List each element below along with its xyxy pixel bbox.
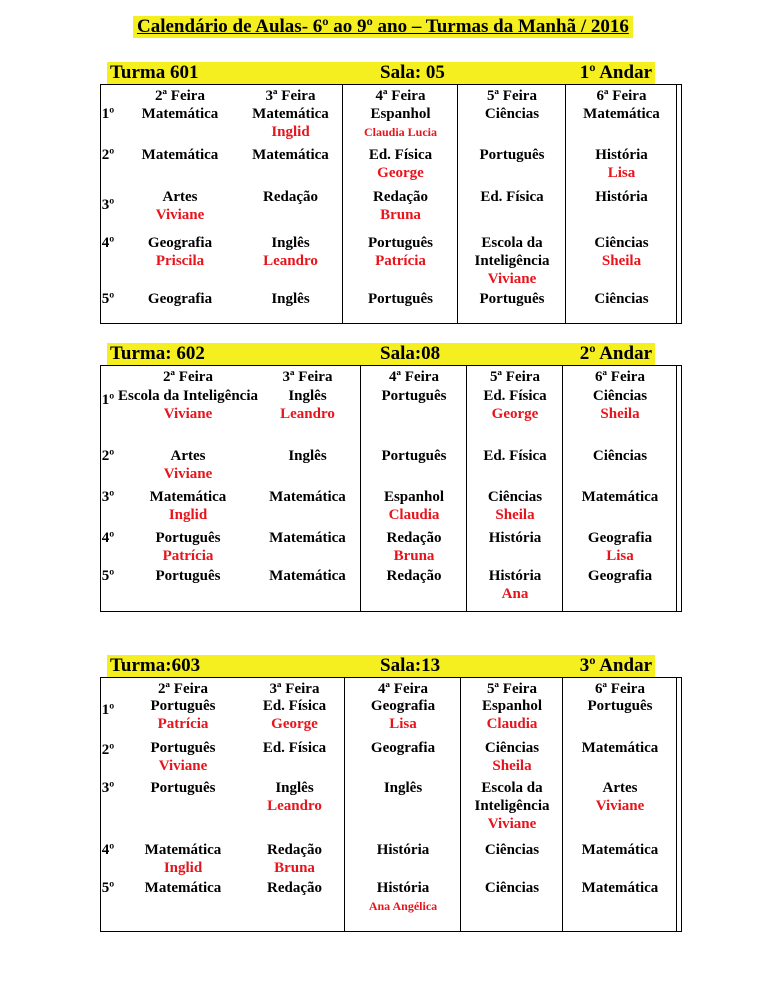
subject: Matemática <box>141 147 219 163</box>
period-label: 5º <box>101 291 115 307</box>
schedule-cell <box>347 188 454 224</box>
schedule-cell <box>118 529 258 565</box>
subject: Ciências <box>594 291 649 307</box>
day-header: 5ª Feira <box>490 369 540 385</box>
period-label: 4º <box>101 842 115 858</box>
teacher-name: Claudia <box>486 716 538 732</box>
subject: Escola da Inteligência <box>118 388 259 404</box>
subject: História <box>376 880 430 896</box>
subject: Inglês <box>271 291 310 307</box>
subject: Matemática <box>141 106 219 122</box>
subject: Inglês <box>288 448 327 464</box>
schedule-cell <box>567 447 673 465</box>
period-label: 2º <box>101 448 115 464</box>
day-header: 4ª Feira <box>389 369 439 385</box>
schedule-cell <box>567 739 673 757</box>
subject: Matemática <box>149 489 227 505</box>
period-label: 3º <box>101 197 115 213</box>
schedule-cell <box>462 105 562 123</box>
subject: Português <box>150 740 216 756</box>
subject: Ciências <box>484 740 540 756</box>
schedule-cell <box>258 567 357 585</box>
subject: Redação <box>263 189 318 205</box>
subject: Matemática <box>581 489 659 505</box>
teacher-name: Viviane <box>163 406 213 422</box>
subject: História <box>595 147 648 163</box>
column-divider <box>565 85 566 323</box>
schedule-cell <box>365 567 463 585</box>
schedule-cell <box>570 234 673 270</box>
teacher-name: Bruna <box>393 548 435 564</box>
schedule-cell <box>118 488 258 524</box>
teacher-name: Leandro <box>263 253 318 269</box>
teacher-name: Lisa <box>389 716 417 732</box>
schedule-cell <box>462 146 562 164</box>
subject: História <box>595 189 648 205</box>
subject: História <box>488 568 542 584</box>
schedule-table <box>100 677 682 932</box>
schedule-cell <box>365 447 463 465</box>
subject: Artes <box>162 189 198 205</box>
schedule-cell <box>349 697 457 733</box>
schedule-cell <box>248 779 341 815</box>
teacher-name: George <box>491 406 539 422</box>
schedule-cell <box>465 739 559 775</box>
teacher-name: George <box>271 716 318 732</box>
subject: Português <box>155 568 221 584</box>
teacher-name: Viviane <box>158 758 208 774</box>
schedule-cell <box>248 879 341 897</box>
schedule-cell <box>242 290 339 308</box>
teacher-name: Inglid <box>168 507 208 523</box>
schedule-cell <box>570 290 673 308</box>
teacher-name: Patrícia <box>162 548 214 564</box>
teacher-name: Bruna <box>274 860 315 876</box>
subject: Redação <box>267 842 322 858</box>
schedule-cell <box>242 105 339 141</box>
schedule-cell <box>258 488 357 506</box>
class-andar: 3º Andar <box>579 655 652 676</box>
column-divider <box>562 366 563 611</box>
schedule-cell <box>365 488 463 524</box>
subject: Ciências <box>484 106 540 122</box>
schedule-cell <box>349 841 457 859</box>
teacher-name: Claudia <box>388 507 440 523</box>
subject: Ciências <box>592 388 648 404</box>
subject: Ed. Física <box>483 388 547 404</box>
schedule-cell <box>118 234 242 270</box>
subject: Matemática <box>144 842 222 858</box>
class-sala: Sala: 05 <box>380 62 445 83</box>
subject: Geografia <box>147 291 213 307</box>
schedule-cell <box>347 105 454 141</box>
subject: Ciências <box>484 880 540 896</box>
schedule-cell <box>347 234 454 270</box>
subject: Português <box>368 235 433 251</box>
column-divider <box>342 85 343 323</box>
subject: Espanhol <box>383 489 445 505</box>
subject: Português <box>587 698 653 714</box>
subject: Geografia <box>587 530 653 546</box>
schedule-cell <box>248 739 341 757</box>
subject: Geografia <box>587 568 653 584</box>
subject: Português <box>479 291 545 307</box>
schedule-cell <box>349 879 457 915</box>
subject: Artes <box>170 448 206 464</box>
schedule-cell <box>570 146 673 182</box>
subject: Redação <box>386 530 442 546</box>
teacher-name: Patrícia <box>157 716 209 732</box>
period-label: 2º <box>101 742 115 758</box>
class-turma: Turma 601 <box>110 62 199 83</box>
subject: Português <box>381 448 447 464</box>
schedule-cell <box>118 739 248 775</box>
subject: Artes <box>602 780 638 796</box>
schedule-cell <box>567 879 673 897</box>
day-header: 3ª Feira <box>282 369 333 385</box>
schedule-cell <box>462 188 562 206</box>
subject: Português <box>479 147 545 163</box>
class-sala: Sala:08 <box>380 343 441 364</box>
teacher-name: Bruna <box>380 207 421 223</box>
subject: Escola da Inteligência <box>474 780 550 814</box>
schedule-cell <box>118 387 258 423</box>
schedule-cell <box>349 779 457 797</box>
schedule-cell <box>567 529 673 565</box>
subject: Redação <box>386 568 442 584</box>
class-header <box>107 62 655 84</box>
schedule-cell <box>118 841 248 877</box>
day-header: 6ª Feira <box>596 88 647 104</box>
subject: Ciências <box>487 489 543 505</box>
day-header: 6ª Feira <box>595 681 645 697</box>
teacher-name: Sheila <box>495 507 535 523</box>
subject: História <box>376 842 430 858</box>
day-header: 2ª Feira <box>155 88 205 104</box>
subject: Geografia <box>370 740 436 756</box>
subject: Geografia <box>147 235 213 251</box>
period-label: 1º <box>101 702 115 718</box>
schedule-table <box>100 365 682 612</box>
teacher-name: Inglid <box>163 860 203 876</box>
day-header: 2ª Feira <box>158 681 208 697</box>
day-header: 5ª Feira <box>487 681 537 697</box>
subject: Matemática <box>269 568 346 584</box>
subject: Português <box>155 530 221 546</box>
subject: Matemática <box>583 106 660 122</box>
subject: Ed. Física <box>483 448 547 464</box>
subject: Escola da Inteligência <box>474 235 550 269</box>
period-label: 5º <box>101 568 115 584</box>
schedule-cell <box>118 146 242 164</box>
column-divider <box>360 366 361 611</box>
schedule-cell <box>462 290 562 308</box>
teacher-name: Viviane <box>155 207 205 223</box>
day-header: 6ª Feira <box>595 369 645 385</box>
schedule-cell <box>465 879 559 897</box>
day-header: 2ª Feira <box>163 369 213 385</box>
class-header <box>107 343 655 365</box>
period-label: 4º <box>101 235 115 251</box>
class-turma: Turma:603 <box>110 655 201 676</box>
subject: Inglês <box>271 235 310 251</box>
schedule-cell <box>258 447 357 465</box>
day-header: 3ª Feira <box>269 681 320 697</box>
schedule-cell <box>242 146 339 164</box>
teacher-name: Sheila <box>600 406 640 422</box>
subject: Redação <box>373 189 428 205</box>
subject: Matemática <box>581 740 659 756</box>
schedule-cell <box>347 290 454 308</box>
day-header: 3ª Feira <box>265 88 316 104</box>
teacher-name: Viviane <box>595 798 645 814</box>
period-label: 3º <box>101 489 115 505</box>
column-divider <box>466 366 467 611</box>
schedule-cell <box>471 488 559 524</box>
schedule-cell <box>567 387 673 423</box>
period-label: 1º <box>101 392 115 408</box>
period-label: 3º <box>101 780 115 796</box>
schedule-cell <box>462 234 562 288</box>
schedule-cell <box>118 290 242 308</box>
teacher-name: Viviane <box>487 816 537 832</box>
schedule-cell <box>118 105 242 123</box>
period-label: 1º <box>101 106 115 122</box>
schedule-cell <box>465 841 559 859</box>
schedule-cell <box>567 841 673 859</box>
schedule-cell <box>365 387 463 405</box>
subject: Ed. Física <box>262 740 327 756</box>
subject: Inglês <box>288 388 327 404</box>
subject: Matemática <box>252 106 329 122</box>
schedule-cell <box>349 739 457 757</box>
subject: Português <box>368 291 433 307</box>
teacher-name: Claudia Lucia <box>363 125 438 139</box>
teacher-name: Lisa <box>606 548 634 564</box>
schedule-cell <box>365 529 463 565</box>
subject: Matemática <box>252 147 329 163</box>
schedule-cell <box>248 697 341 733</box>
teacher-name: Sheila <box>601 253 642 269</box>
subject: Espanhol <box>370 106 431 122</box>
period-label: 4º <box>101 530 115 546</box>
schedule-cell <box>567 488 673 506</box>
teacher-name: Inglid <box>271 124 310 140</box>
subject: Matemática <box>144 880 222 896</box>
column-divider <box>676 85 677 323</box>
schedule-cell <box>471 567 559 603</box>
schedule-cell <box>567 779 673 815</box>
subject: Português <box>381 388 447 404</box>
column-divider <box>676 366 677 611</box>
subject: Ciências <box>592 448 648 464</box>
schedule-cell <box>242 188 339 206</box>
schedule-cell <box>567 697 673 715</box>
class-turma: Turma: 602 <box>110 343 205 364</box>
teacher-name: Sheila <box>492 758 532 774</box>
schedule-cell <box>570 188 673 206</box>
subject: Espanhol <box>481 698 543 714</box>
subject: Matemática <box>269 530 346 546</box>
subject: Ciências <box>484 842 540 858</box>
schedule-cell <box>248 841 341 877</box>
class-andar: 2º Andar <box>579 343 652 364</box>
subject: Português <box>150 780 216 796</box>
schedule-cell <box>118 188 242 224</box>
column-divider <box>344 678 345 931</box>
period-label: 2º <box>101 147 115 163</box>
schedule-cell <box>567 567 673 585</box>
schedule-cell <box>118 779 248 797</box>
schedule-cell <box>118 697 248 733</box>
day-header: 4ª Feira <box>375 88 426 104</box>
schedule-cell <box>465 779 559 833</box>
day-header: 5ª Feira <box>487 88 537 104</box>
column-divider <box>676 678 677 931</box>
teacher-name: Leandro <box>280 406 335 422</box>
subject: Ciências <box>594 235 649 251</box>
schedule-table <box>100 84 682 324</box>
subject: Ed. Física <box>368 147 433 163</box>
schedule-cell <box>471 447 559 465</box>
subject: Ed. Física <box>480 189 544 205</box>
subject: Matemática <box>269 489 346 505</box>
subject: História <box>488 530 542 546</box>
schedule-cell <box>258 529 357 547</box>
schedule-cell <box>471 529 559 547</box>
schedule-cell <box>465 697 559 733</box>
class-andar: 1º Andar <box>579 62 652 83</box>
schedule-cell <box>118 447 258 483</box>
teacher-name: Viviane <box>487 271 537 287</box>
schedule-cell <box>570 105 673 123</box>
column-divider <box>562 678 563 931</box>
teacher-name: Patrícia <box>375 253 426 269</box>
class-header <box>107 655 655 677</box>
column-divider <box>457 85 458 323</box>
column-divider <box>460 678 461 931</box>
subject: Geografia <box>370 698 436 714</box>
subject: Matemática <box>581 880 659 896</box>
page-title: Calendário de Aulas- 6º ao 9º ano – Turmas da Manhã / 2016 <box>133 16 633 38</box>
subject: Ed. Física <box>262 698 327 714</box>
subject: Inglês <box>275 780 314 796</box>
teacher-name: George <box>377 165 424 181</box>
teacher-name: Viviane <box>163 466 213 482</box>
period-label: 5º <box>101 880 115 896</box>
teacher-name: Lisa <box>607 165 636 181</box>
subject: Matemática <box>581 842 659 858</box>
schedule-cell <box>471 387 559 423</box>
schedule-cell <box>118 567 258 585</box>
teacher-name: Ana <box>501 586 529 602</box>
teacher-name: Leandro <box>267 798 322 814</box>
subject: Redação <box>267 880 322 896</box>
teacher-name: Ana Angélica <box>368 899 438 913</box>
day-header: 4ª Feira <box>378 681 428 697</box>
subject: Inglês <box>383 780 423 796</box>
class-sala: Sala:13 <box>380 655 441 676</box>
schedule-cell <box>258 387 357 423</box>
schedule-cell <box>347 146 454 182</box>
teacher-name: Priscila <box>155 253 205 269</box>
schedule-cell <box>118 879 248 897</box>
schedule-cell <box>242 234 339 270</box>
subject: Português <box>150 698 216 714</box>
